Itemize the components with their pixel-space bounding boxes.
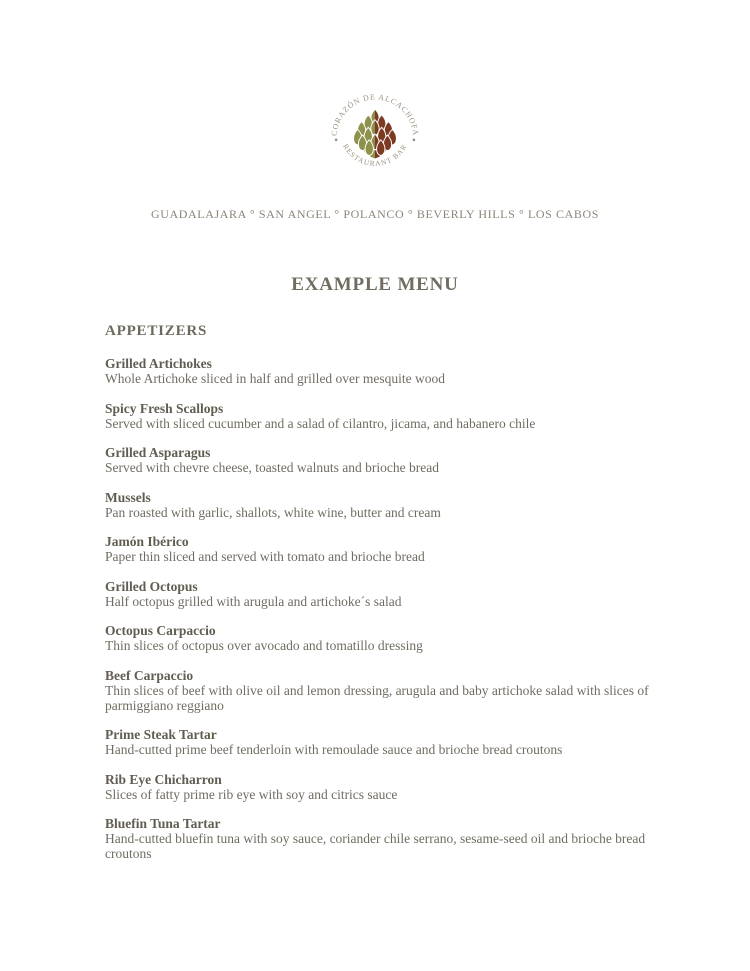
menu-item bbox=[105, 772, 650, 802]
section-heading-appetizers: APPETIZERS bbox=[105, 323, 208, 339]
restaurant-logo bbox=[327, 88, 423, 184]
item-description: Served with chevre cheese, toasted walnuts and brioche bread bbox=[105, 460, 439, 475]
item-description: Hand-cutted bluefin tuna with soy sauce, coriander chile serrano, sesame-seed oil and brioche bread croutons bbox=[105, 831, 646, 861]
menu-item bbox=[105, 356, 650, 386]
item-name: Bluefin Tuna Tartar bbox=[105, 816, 221, 831]
item-description: Paper thin sliced and served with tomato and brioche bread bbox=[105, 549, 425, 564]
item-name: Rib Eye Chicharron bbox=[105, 771, 222, 787]
logo-ring-text-top: CORAZÓN DE ALCACHOFA bbox=[329, 92, 421, 137]
item-name: Jamón Ibérico bbox=[105, 534, 189, 549]
menu-title: EXAMPLE MENU bbox=[291, 274, 459, 295]
item-name: Beef Carpaccio bbox=[105, 667, 194, 683]
menu-item bbox=[105, 727, 650, 757]
item-name: Grilled Artichokes bbox=[105, 356, 212, 371]
item-description: Thin slices of beef with olive oil and lemon dressing, arugula and baby artichoke salad with slices of parmiggiano reggiano bbox=[105, 682, 649, 713]
item-description: Half octopus grilled with arugula and artichoke´s salad bbox=[105, 593, 402, 609]
item-description: Slices of fatty prime rib eye with soy and citrics sauce bbox=[105, 786, 398, 802]
logo-ring-text-bottom: RESTAURANT BAR bbox=[341, 142, 409, 168]
locations-line: GUADALAJARA ° SAN ANGEL ° POLANCO ° BEVERLY HILLS ° LOS CABOS bbox=[150, 207, 600, 221]
menu-item bbox=[105, 401, 650, 431]
menu-header bbox=[0, 0, 750, 222]
menu-item bbox=[105, 534, 650, 564]
menu-item bbox=[105, 623, 650, 653]
artichoke-logo-icon bbox=[327, 88, 423, 184]
item-name: Prime Steak Tartar bbox=[105, 727, 217, 742]
menu-content bbox=[0, 323, 750, 861]
item-description: Served with sliced cucumber and a salad of cilantro, jicama, and habanero chile bbox=[105, 415, 536, 431]
item-name: Grilled Octopus bbox=[105, 578, 198, 594]
menu-item bbox=[105, 816, 650, 861]
menu-item bbox=[105, 579, 650, 609]
item-description: Hand-cutted prime beef tenderloin with remoulade sauce and brioche bread croutons bbox=[105, 742, 563, 757]
menu-item bbox=[105, 490, 650, 520]
item-description: Pan roasted with garlic, shallots, white wine, butter and cream bbox=[105, 504, 441, 520]
menu-item bbox=[105, 445, 650, 475]
item-name: Octopus Carpaccio bbox=[105, 623, 216, 638]
item-description: Thin slices of octopus over avocado and tomatillo dressing bbox=[105, 638, 423, 653]
item-description: Whole Artichoke sliced in half and grilled over mesquite wood bbox=[105, 371, 446, 386]
item-name: Grilled Asparagus bbox=[105, 445, 211, 460]
menu-item bbox=[105, 668, 650, 713]
item-name: Mussels bbox=[105, 489, 151, 505]
item-name: Spicy Fresh Scallops bbox=[105, 400, 224, 416]
